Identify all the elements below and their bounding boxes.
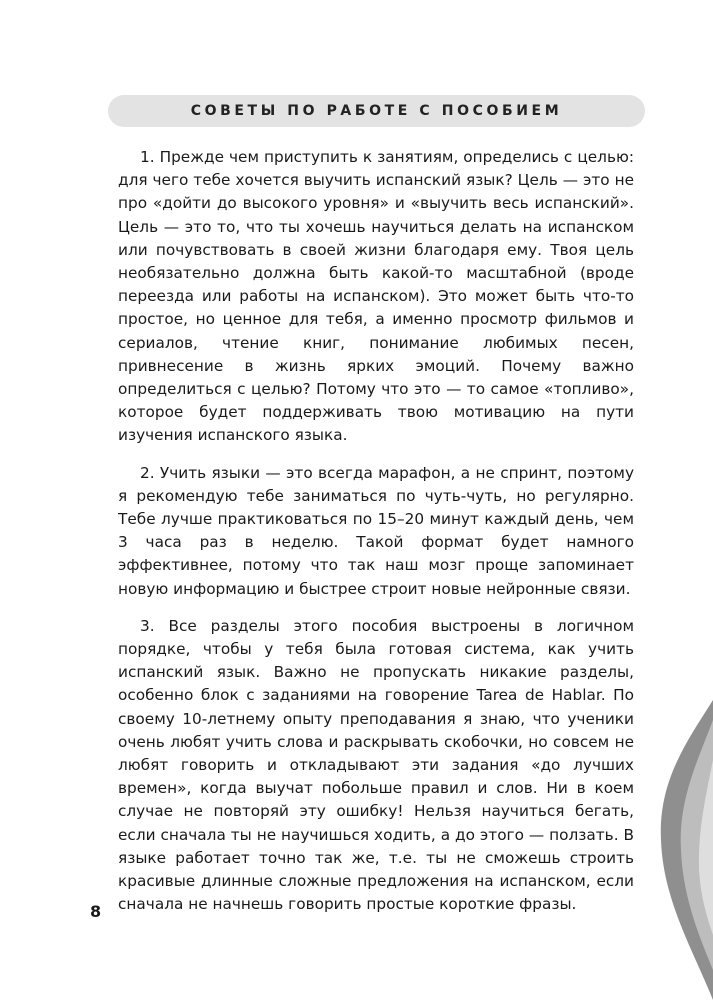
page-number: 8 <box>90 902 102 921</box>
section-heading-bar <box>108 95 645 127</box>
body-text <box>118 146 634 931</box>
decorative-wave-shape <box>653 700 713 1000</box>
paragraph-3: 3. Все разделы этого пособия выстроены в логичном порядке, чтобы у тебя была готовая система, как учить испанский язык. Важно не пропускать никакие разделы, особенно блок с заданиями на говорение Tarea de Hablar. По своему 10-летнему опыту преподавания я знаю, что ученики очень любят учить слова и раскрывать скобочки, но совсем не любят говорить и откладывают эти задания «до лучших времен», когда выучат побольше правил и слов. Ни в коем случае не повторяй эту ошибку! Нельзя научиться бегать, если сначала ты не научишься ходить, а до этого — ползать. В языке работает точно так же, т.е. ты не сможешь строить красивые длинные сложные предложения на испанском, если сначала не начнешь говорить простые короткие фразы. <box>118 616 634 914</box>
paragraph-1: 1. Прежде чем приступить к занятиям, определись с целью: для чего тебе хочется выучить испанский язык? Цель — это не про «дойти до высокого уровня» и «выучить весь испанский». Цель — это то, что ты хочешь научиться делать на испанском или почувствовать в своей жизни благодаря ему. Твоя цель необязательно должна быть какой-то масштабной (вроде переезда или работы на испанском). Это может быть что-то простое, но ценное для тебя, а именно просмотр фильмов и сериалов, чтение книг, понимание любимых песен, привнесение в жизнь ярких эмоций. Почему важно определиться с целью? Потому что это — то самое «топливо», которое будет поддерживать твою мотивацию на пути изучения испанского языка. <box>118 148 634 445</box>
section-heading: СОВЕТЫ ПО РАБОТЕ С ПОСОБИЕМ <box>190 103 563 119</box>
paragraph-2: 2. Учить языки — это всегда марафон, а не спринт, поэтому я рекомендую тебе заниматься по чуть-чуть, но регулярно. Тебе лучше практиковаться по 15–20 минут каждый день, чем 3 часа раз в неделю. Такой формат будет намного эффективнее, потому что так наш мозг проще запоминает новую информацию и быстрее строит новые нейронные связи. <box>118 463 634 598</box>
